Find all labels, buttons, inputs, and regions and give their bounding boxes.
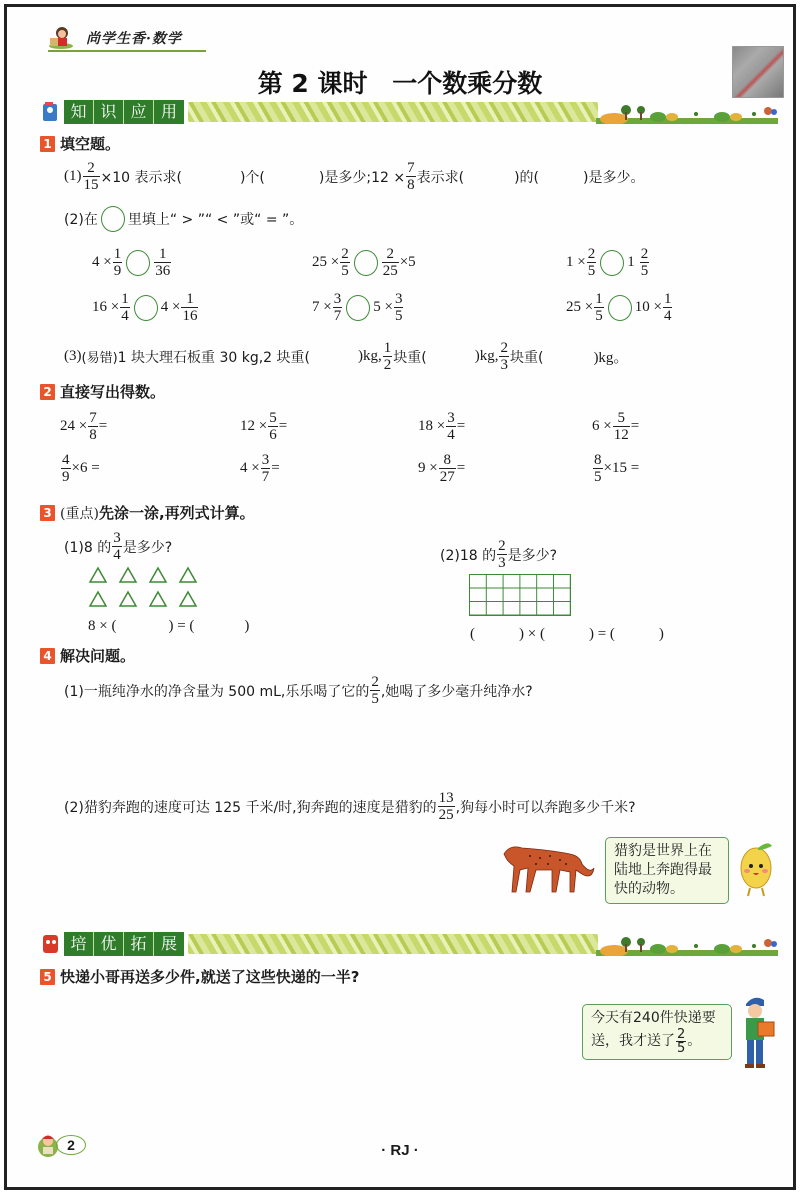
text	[762, 869, 768, 873]
text: 是多少?	[507, 547, 558, 564]
answer-circle[interactable]	[600, 250, 624, 276]
text: ×6 =	[71, 460, 100, 476]
numerator: 13	[438, 790, 454, 806]
text	[547, 863, 549, 865]
text: =	[98, 418, 108, 434]
q3-part2	[440, 538, 557, 571]
fraction	[594, 291, 604, 324]
part-label: (3)	[64, 348, 82, 364]
difficulty-tag: (易错)	[81, 351, 118, 366]
section-char: 识	[94, 100, 124, 124]
text	[747, 1040, 754, 1064]
denominator: 16	[182, 308, 198, 324]
numerator: 1	[113, 246, 122, 262]
text	[666, 945, 678, 953]
text: 快的动物。	[614, 881, 684, 897]
text	[694, 944, 698, 948]
compare-item	[92, 291, 199, 324]
triangle-shape	[120, 568, 136, 582]
text	[600, 113, 628, 124]
denominator: 8	[89, 427, 97, 443]
triangle-group[interactable]	[88, 566, 208, 612]
text	[730, 113, 742, 121]
text: )是多少。	[583, 169, 645, 186]
text: )	[658, 626, 664, 642]
question-number-badge: 2	[40, 384, 55, 400]
text	[504, 847, 594, 892]
text	[756, 1064, 765, 1068]
text	[752, 112, 756, 116]
circle-icon	[101, 206, 125, 232]
numerator: 3	[333, 291, 342, 307]
text: 25 ×	[312, 254, 340, 270]
triangle-shape	[90, 568, 106, 582]
denominator: 8	[407, 177, 415, 193]
q4-part1	[64, 674, 533, 707]
text	[748, 1004, 762, 1018]
fraction	[383, 340, 393, 373]
question-1-header	[40, 133, 120, 154]
answer-circle[interactable]	[134, 295, 158, 321]
section-char: 优	[94, 932, 124, 956]
book-mascot-icon	[40, 100, 62, 124]
text	[591, 1028, 723, 1055]
question-title: 快递小哥再送多少件,就送了这些快递的一半?	[60, 968, 360, 986]
triangle-shape	[120, 592, 136, 606]
text: 今天有240件快递要	[591, 1010, 716, 1026]
calc-item	[240, 410, 287, 443]
calc-item	[60, 410, 107, 443]
text	[666, 113, 678, 121]
text: ×5	[399, 254, 416, 270]
question-number-badge: 4	[40, 648, 55, 664]
question-title: 直接写出得数。	[60, 383, 166, 401]
fraction	[394, 291, 404, 324]
denominator: 9	[113, 263, 122, 279]
text	[771, 941, 777, 947]
fraction	[340, 246, 350, 279]
compare-item	[566, 246, 650, 279]
q4-part2	[64, 790, 636, 823]
edition-code: · RJ ·	[381, 1142, 419, 1159]
text	[752, 944, 756, 948]
text	[50, 38, 59, 46]
denominator: 3	[498, 555, 506, 571]
fraction	[613, 410, 630, 443]
fraction	[439, 452, 456, 485]
triangle-shape	[90, 592, 106, 606]
qr-code[interactable]	[732, 46, 784, 98]
question-number-badge: 5	[40, 969, 55, 985]
text	[42, 1136, 54, 1140]
text: =	[456, 418, 466, 434]
text: 是多少?	[122, 539, 173, 556]
denominator: 5	[595, 308, 603, 324]
text	[730, 945, 742, 953]
text	[771, 109, 777, 115]
denominator: 25	[438, 807, 454, 823]
numerator: 1	[158, 246, 167, 262]
text: 1	[627, 254, 635, 270]
text	[45, 102, 53, 105]
text: )	[244, 618, 250, 634]
numerator: 2	[371, 674, 379, 690]
text: 表示求(	[416, 169, 465, 186]
compare-item	[92, 246, 172, 279]
denominator: 5	[587, 263, 596, 279]
denominator: 25	[382, 263, 398, 279]
lesson-number: 第 2 课时	[257, 69, 368, 98]
text	[58, 38, 67, 46]
student-reading-icon	[48, 24, 74, 50]
key-point-tag: (重点)	[60, 505, 99, 522]
text	[43, 935, 58, 953]
cloud-pattern	[188, 934, 598, 954]
text: 5 ×	[373, 299, 393, 315]
denominator: 4	[663, 308, 672, 324]
numerator: 1	[595, 291, 603, 307]
fraction	[593, 452, 603, 485]
compare-item	[312, 246, 416, 279]
landscape-scene-icon	[596, 100, 778, 124]
text: ) = (	[588, 626, 615, 642]
text	[745, 1064, 754, 1068]
text	[625, 944, 627, 952]
denominator: 15	[83, 177, 99, 193]
text: =	[630, 418, 640, 434]
text	[625, 112, 627, 120]
text: =	[278, 418, 288, 434]
fraction	[181, 291, 198, 324]
question-4-header	[40, 645, 135, 666]
calc-item	[60, 452, 100, 485]
fraction	[113, 246, 123, 279]
text	[650, 944, 666, 954]
compare-item	[312, 291, 404, 324]
courier-icon	[738, 994, 778, 1070]
numerator: 2	[640, 246, 649, 262]
numerator: 3	[447, 410, 455, 426]
question-title: 先涂一涂,再列式计算。	[98, 504, 255, 522]
text	[549, 855, 551, 857]
denominator: 5	[594, 469, 602, 485]
lesson-topic: 一个数乘分数	[392, 69, 543, 98]
denominator: 5	[394, 308, 403, 324]
text: )kg,	[358, 348, 382, 364]
text: (1)一瓶纯净水的净含量为 500 mL,乐乐喝了它的	[64, 683, 370, 700]
denominator: 36	[155, 263, 171, 279]
page-number-text: 2	[56, 1135, 86, 1155]
text: ×10 表示求(	[100, 169, 182, 186]
q3-part1	[64, 530, 172, 563]
speech-bubble	[582, 1004, 732, 1060]
section-banner-extend	[40, 932, 778, 956]
text	[749, 864, 753, 868]
text	[47, 107, 53, 113]
text: 4 ×	[160, 299, 181, 315]
fraction	[382, 246, 399, 279]
text: 10 ×	[634, 299, 662, 315]
numerator: 5	[617, 410, 625, 426]
denominator: 6	[269, 427, 277, 443]
brand-header	[48, 24, 206, 52]
numerator: 2	[500, 340, 508, 356]
text: (2)猎豹奔跑的速度可达 125 千米/时,狗奔跑的速度是猎豹的	[64, 799, 437, 816]
denominator: 2	[383, 357, 392, 373]
triangle-shape	[150, 568, 166, 582]
fraction	[406, 160, 416, 193]
text	[758, 843, 772, 850]
text: 1 块大理石板重 30 kg,2 块重(	[117, 349, 310, 366]
text	[741, 848, 771, 888]
denominator: 4	[121, 308, 129, 324]
numerator: 1	[663, 291, 672, 307]
text	[694, 112, 698, 116]
text: 25 ×	[566, 299, 594, 315]
fraction	[83, 160, 100, 193]
denominator: 4	[447, 427, 455, 443]
text: 8 × (	[88, 618, 117, 634]
text	[714, 112, 730, 122]
text: 陆地上奔跑得最	[614, 862, 712, 878]
text: ×15 =	[603, 460, 640, 476]
part-label: (1)	[64, 168, 82, 184]
text: 4 ×	[92, 254, 112, 270]
text: 里填上“ > ”“ < ”或“ = ”。	[127, 212, 304, 228]
fraction	[120, 291, 130, 324]
q1-part3	[64, 340, 628, 373]
section-char: 培	[64, 932, 94, 956]
text: 块重(	[393, 349, 427, 366]
denominator: 27	[439, 469, 455, 485]
text: )kg,	[474, 348, 499, 364]
answer-circle[interactable]	[126, 250, 150, 276]
fraction	[88, 410, 98, 443]
fraction	[154, 246, 171, 279]
fraction	[676, 1028, 686, 1055]
calc-item	[592, 452, 639, 485]
fraction	[497, 538, 507, 571]
numerator: 2	[386, 246, 394, 262]
answer-circle[interactable]	[354, 250, 378, 276]
text	[744, 869, 750, 873]
denominator: 5	[371, 691, 379, 707]
speech-bubble	[605, 837, 729, 904]
q3-part2-formula	[470, 626, 664, 643]
numerator: 4	[62, 452, 70, 468]
text: ,她喝了多少毫升纯净水?	[380, 683, 533, 700]
text: (	[470, 626, 475, 642]
fraction	[587, 246, 597, 279]
triangle-shape	[150, 592, 166, 606]
answer-circle[interactable]	[608, 295, 632, 321]
text: )kg。	[593, 350, 629, 366]
fraction	[112, 530, 122, 563]
text: (1)8 的	[64, 539, 112, 556]
question-3-header	[40, 502, 255, 523]
section-char: 用	[160, 102, 177, 121]
fraction	[446, 410, 456, 443]
calc-item	[418, 452, 465, 485]
question-number-badge: 3	[40, 505, 55, 521]
denominator: 4	[113, 547, 121, 563]
numerator: 8	[443, 452, 451, 468]
question-title: 解决问题。	[60, 647, 136, 665]
text: 9 ×	[418, 460, 438, 476]
numerator: 5	[269, 410, 277, 426]
text: =	[456, 460, 466, 476]
text	[559, 859, 561, 861]
text	[759, 864, 763, 868]
text	[758, 1022, 774, 1036]
brand-title: 尚学生香·数学	[86, 31, 182, 47]
text	[58, 30, 66, 38]
numerator: 1	[121, 291, 129, 307]
text	[52, 940, 56, 944]
answer-circle[interactable]	[346, 295, 370, 321]
section-char: 应	[124, 100, 154, 124]
fraction	[499, 340, 509, 373]
calc-item	[418, 410, 465, 443]
numerator: 7	[89, 410, 97, 426]
answer-area[interactable]	[64, 712, 744, 782]
section-banner-apply	[40, 100, 778, 124]
denominator: 5	[677, 1041, 686, 1056]
calc-item	[240, 452, 280, 485]
numerator: 2	[677, 1027, 686, 1042]
fraction	[333, 291, 343, 324]
numerator: 3	[261, 452, 270, 468]
text: 12 ×	[240, 418, 268, 434]
fraction	[261, 452, 271, 485]
text: 18 ×	[418, 418, 446, 434]
numerator: 2	[341, 246, 349, 262]
text: 。	[687, 1033, 702, 1049]
text	[600, 945, 628, 956]
text	[46, 940, 50, 944]
question-2-header	[40, 381, 165, 402]
lesson-title	[0, 64, 800, 100]
compare-item	[566, 291, 673, 324]
text	[565, 863, 567, 865]
text	[764, 107, 772, 115]
text: ,狗每小时可以奔跑多少千米?	[455, 799, 636, 816]
q1-part2	[64, 206, 303, 232]
text	[90, 568, 196, 606]
denominator: 9	[62, 469, 70, 485]
shading-grid[interactable]	[469, 574, 571, 616]
text: ) = (	[168, 618, 195, 634]
fraction	[640, 246, 650, 279]
text: 16 ×	[92, 299, 120, 315]
cloud-pattern	[188, 102, 598, 122]
numerator: 1	[383, 340, 392, 356]
calc-item	[592, 410, 639, 443]
cheetah-icon	[500, 840, 596, 896]
text: )是多少;12 ×	[318, 169, 406, 186]
text: 送，我才送了	[591, 1033, 675, 1049]
q3-part1-formula	[88, 618, 249, 635]
numerator: 8	[594, 452, 602, 468]
numerator: 7	[407, 160, 415, 176]
numerator: 2	[587, 246, 596, 262]
triangle-shape	[180, 592, 196, 606]
text: 1 ×	[566, 254, 586, 270]
question-title: 填空题。	[60, 135, 121, 153]
text	[529, 855, 531, 857]
text	[748, 888, 764, 896]
denominator: 12	[613, 427, 629, 443]
text: 猎豹是世界上在	[614, 843, 712, 859]
text	[535, 863, 537, 865]
text: =	[271, 460, 280, 476]
text	[764, 939, 772, 947]
numerator: 3	[394, 291, 403, 307]
question-number-badge: 1	[40, 136, 55, 152]
mango-mascot-icon	[734, 840, 778, 898]
denominator: 5	[341, 263, 349, 279]
fraction	[663, 291, 673, 324]
text: (2)18 的	[440, 547, 497, 564]
text: 7 ×	[312, 299, 332, 315]
text: 24 ×	[60, 418, 88, 434]
text: )个(	[239, 169, 265, 186]
text: 6 ×	[592, 418, 612, 434]
denominator: 5	[640, 263, 649, 279]
fraction	[438, 790, 455, 823]
section-char: 展	[160, 934, 177, 953]
section-label	[64, 100, 184, 124]
text	[640, 112, 642, 120]
landscape-scene-icon	[596, 932, 778, 956]
numerator: 2	[87, 160, 95, 176]
text	[640, 944, 642, 952]
numerator: 2	[498, 538, 506, 554]
text	[756, 1040, 763, 1064]
text	[539, 857, 541, 859]
text: ) × (	[519, 626, 545, 642]
fraction	[370, 674, 380, 707]
text: )的(	[514, 169, 539, 186]
denominator: 7	[261, 469, 270, 485]
section-label	[64, 932, 184, 956]
section-char: 知	[64, 100, 94, 124]
triangle-shape	[180, 568, 196, 582]
denominator: 3	[500, 357, 508, 373]
fraction	[268, 410, 278, 443]
text	[714, 944, 730, 954]
numerator: 3	[113, 530, 121, 546]
denominator: 7	[333, 308, 342, 324]
part-label: (2)在	[64, 212, 98, 228]
section-char: 拓	[124, 932, 154, 956]
text: 4 ×	[240, 460, 260, 476]
fraction	[61, 452, 71, 485]
q1-part1	[64, 160, 644, 193]
text: 块重(	[509, 349, 544, 366]
red-mascot-icon	[40, 932, 62, 956]
question-5-header	[40, 966, 359, 987]
numerator: 1	[186, 291, 194, 307]
text	[650, 112, 666, 122]
